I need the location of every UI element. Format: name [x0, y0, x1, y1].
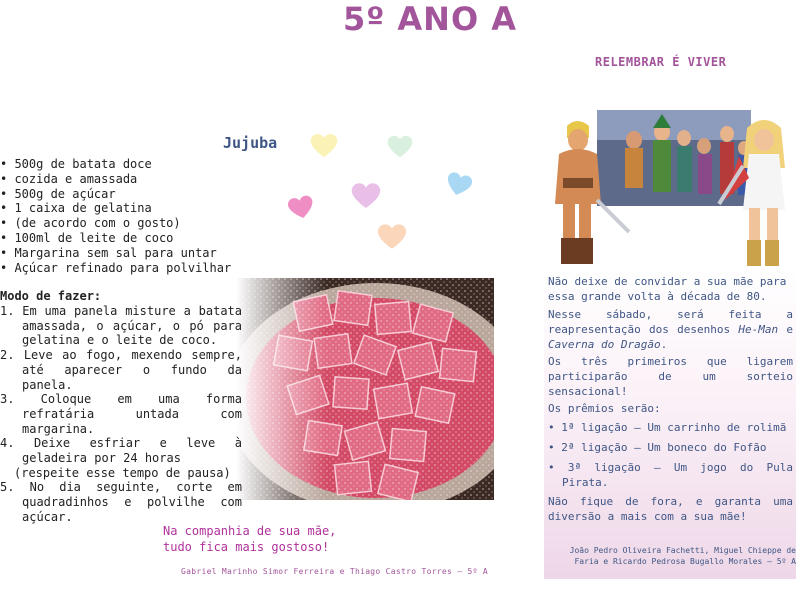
- recipe-title: Jujuba: [223, 134, 278, 152]
- ingredient-item: • cozida e amassada: [0, 172, 231, 187]
- tagline-line: tudo fica mais gostoso!: [163, 540, 330, 554]
- ingredient-item: • (de acordo com o gosto): [0, 216, 231, 231]
- prize-item: • 3ª ligação – Um jogo do Pula Pirata.: [548, 460, 793, 490]
- cartoon-illustration: [549, 108, 794, 270]
- ingredients-list: [0, 157, 231, 275]
- heart-icon: [445, 170, 473, 198]
- prize-item: • 1ª ligação – Um carrinho de rolimã: [548, 420, 793, 435]
- recipe-tagline: [163, 523, 336, 555]
- method-steps: [0, 304, 242, 525]
- promo-text: .: [660, 338, 668, 351]
- promo-paragraph: Não fique de fora, e garanta uma diversão a mais com a sua mãe!: [548, 495, 793, 523]
- promo-paragraph: [548, 307, 793, 352]
- promo-credit: João Pedro Oliveira Fachetti, Miguel Chieppe de Faria e Ricardo Pedrosa Bugallo Morales – 5º A: [569, 546, 796, 566]
- jujuba-photo: [236, 278, 494, 500]
- ingredient-item: • 1 caixa de gelatina: [0, 201, 231, 216]
- section-heading: RELEMBRAR É VIVER: [595, 55, 727, 69]
- prizes-heading: Os prêmios serão:: [548, 402, 661, 415]
- page-title: 5º ANO A: [342, 0, 518, 38]
- prizes-list: [548, 420, 793, 495]
- method-step: 1. Em uma panela misture a batata amassada, o açúcar, o pó para gelatina e o leite de coco.: [0, 304, 242, 348]
- method-step-note: (respeite esse tempo de pausa): [14, 465, 231, 480]
- heart-icon: [386, 133, 414, 159]
- method-step: 5. No dia seguinte, corte em quadradinhos e polvilhe com açúcar.: [0, 480, 242, 524]
- recipe-credit: Gabriel Marinho Simor Ferreira e Thiago Castro Torres – 5º A: [181, 567, 488, 576]
- show-title: Caverna do Dragão: [548, 338, 661, 351]
- ingredient-item: • 500g de batata doce: [0, 157, 231, 172]
- ingredient-item: • Margarina sem sal para untar: [0, 246, 231, 261]
- show-title: He-Man: [738, 323, 779, 336]
- heart-icon: [309, 132, 339, 158]
- ingredient-item: • 500g de açúcar: [0, 187, 231, 202]
- heart-icon: [349, 181, 383, 209]
- promo-paragraph: Não deixe de convidar a sua mãe para essa grande volta à década de 80.: [548, 275, 787, 303]
- method-step: 4. Deixe esfriar e leve à geladeira por 24 horas: [0, 436, 242, 466]
- ingredient-item: • 100ml de leite de coco: [0, 231, 231, 246]
- promo-paragraph: Os três primeiros que ligarem participarão de um sorteio sensacional!: [548, 355, 793, 398]
- heart-icon: [376, 222, 408, 250]
- method-step: 3. Coloque em uma forma refratária untada com margarina.: [0, 392, 242, 436]
- method-step: 2. Leve ao fogo, mexendo sempre, até aparecer o fundo da panela.: [0, 348, 242, 392]
- promo-text: Nesse sábado, será feita a reapresentação dos desenhos: [548, 308, 793, 336]
- promo-text: e: [778, 323, 793, 336]
- method-title: Modo de fazer:: [0, 289, 102, 303]
- ingredient-item: • Açúcar refinado para polvilhar: [0, 261, 231, 276]
- heart-icon: [287, 194, 315, 220]
- prize-item: • 2ª ligação – Um boneco do Fofão: [548, 440, 793, 455]
- tagline-line: Na companhia de sua mãe,: [163, 524, 337, 538]
